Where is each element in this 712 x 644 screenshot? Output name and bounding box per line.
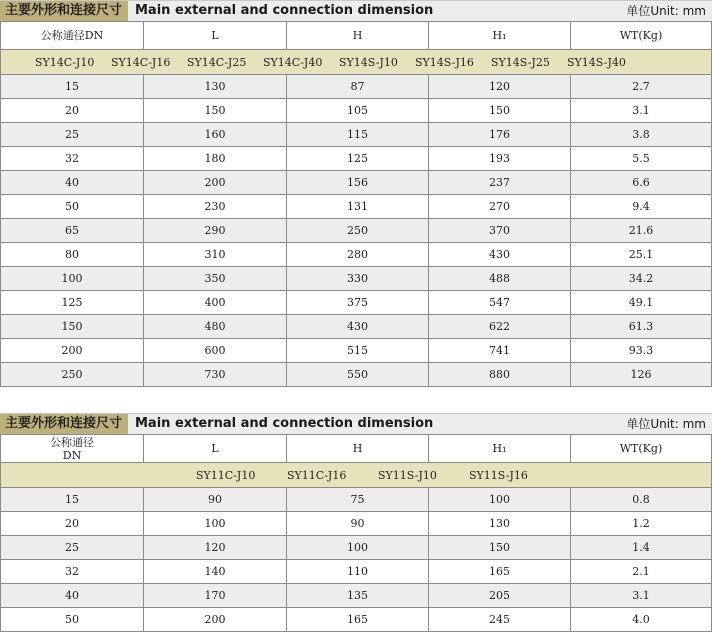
table-row: [1, 315, 712, 339]
column-header: WT(Kg): [571, 435, 712, 463]
table-cell: 880: [429, 363, 571, 387]
table-cell: 25.1: [571, 243, 712, 267]
table-cell: 730: [144, 363, 287, 387]
table-cell: 110: [287, 560, 429, 584]
model-code: SY11C-J16: [287, 468, 347, 482]
table2-title-en: Main external and connection dimension: [135, 416, 434, 431]
table-cell: 40: [1, 584, 144, 608]
table-cell: 480: [144, 315, 287, 339]
table-cell: 34.2: [571, 267, 712, 291]
table-cell: 15: [1, 488, 144, 512]
table-cell: 280: [287, 243, 429, 267]
table-cell: 170: [144, 584, 287, 608]
model-code: SY14S-J40: [567, 55, 626, 69]
table-cell: 5.5: [571, 147, 712, 171]
model-code: SY14C-J40: [263, 55, 323, 69]
table-cell: 4.0: [571, 608, 712, 632]
table-cell: 176: [429, 123, 571, 147]
table-cell: 90: [144, 488, 287, 512]
model-code: SY11S-J10: [378, 468, 437, 482]
table-cell: 115: [287, 123, 429, 147]
table-cell: 75: [287, 488, 429, 512]
table2-unit: 单位Unit: mm: [626, 417, 706, 431]
table-cell: 160: [144, 123, 287, 147]
column-header: 公称通径 DN: [1, 435, 144, 463]
table-cell: 165: [429, 560, 571, 584]
table-cell: 90: [287, 512, 429, 536]
table-cell: 350: [144, 267, 287, 291]
model-code: SY14S-J10: [339, 55, 398, 69]
table-cell: 20: [1, 512, 144, 536]
table-cell: 330: [287, 267, 429, 291]
table-cell: 135: [287, 584, 429, 608]
table-row: [1, 363, 712, 387]
table-row: [1, 219, 712, 243]
table-cell: 9.4: [571, 195, 712, 219]
table-cell: 126: [571, 363, 712, 387]
table-cell: 370: [429, 219, 571, 243]
table-cell: 488: [429, 267, 571, 291]
table-row: [1, 147, 712, 171]
table-cell: 100: [1, 267, 144, 291]
table-cell: 50: [1, 195, 144, 219]
table-cell: 156: [287, 171, 429, 195]
table-cell: 32: [1, 147, 144, 171]
column-header: 公称通径DN: [1, 22, 144, 50]
table-row: [1, 243, 712, 267]
table-cell: 100: [144, 512, 287, 536]
table-cell: 100: [287, 536, 429, 560]
table-cell: 50: [1, 608, 144, 632]
column-header: L: [144, 22, 287, 50]
table1-header-bar: [0, 0, 712, 21]
table-cell: 120: [144, 536, 287, 560]
table-cell: 200: [1, 339, 144, 363]
model-row: [1, 50, 712, 75]
table-cell: 310: [144, 243, 287, 267]
table-cell: 105: [287, 99, 429, 123]
table-cell: 400: [144, 291, 287, 315]
table-row: [1, 267, 712, 291]
table-cell: 130: [429, 512, 571, 536]
table-cell: 15: [1, 75, 144, 99]
model-code: SY14C-J10: [35, 55, 95, 69]
table-cell: 87: [287, 75, 429, 99]
table-row: [1, 99, 712, 123]
table-cell: 165: [287, 608, 429, 632]
table2-grid: [0, 434, 712, 632]
column-header: H₁: [429, 435, 571, 463]
table-cell: 80: [1, 243, 144, 267]
table-cell: 130: [144, 75, 287, 99]
table-cell: 1.4: [571, 536, 712, 560]
model-code: SY14C-J25: [187, 55, 247, 69]
table-cell: 622: [429, 315, 571, 339]
table-cell: 49.1: [571, 291, 712, 315]
table-cell: 200: [144, 608, 287, 632]
table-cell: 180: [144, 147, 287, 171]
table-cell: 150: [429, 536, 571, 560]
table-cell: 120: [429, 75, 571, 99]
table-cell: 375: [287, 291, 429, 315]
table-cell: 3.1: [571, 584, 712, 608]
table-cell: 150: [144, 99, 287, 123]
model-code: SY11C-J10: [196, 468, 256, 482]
model-list: [1, 463, 712, 488]
table1-title-cn: 主要外形和连接尺寸: [0, 1, 128, 21]
table-row: [1, 536, 712, 560]
table-cell: 430: [287, 315, 429, 339]
table-cell: 65: [1, 219, 144, 243]
table-cell: 547: [429, 291, 571, 315]
table-cell: 150: [429, 99, 571, 123]
table-cell: 550: [287, 363, 429, 387]
table2-title-cn: 主要外形和连接尺寸: [0, 414, 128, 434]
table-cell: 1.2: [571, 512, 712, 536]
table1-unit: 单位Unit: mm: [626, 4, 706, 18]
table-cell: 61.3: [571, 315, 712, 339]
table-cell: 6.6: [571, 171, 712, 195]
table-row: [1, 608, 712, 632]
table-row: [1, 75, 712, 99]
model-code: SY11S-J16: [469, 468, 528, 482]
table-cell: 20: [1, 99, 144, 123]
column-header: H: [287, 435, 429, 463]
table-cell: 270: [429, 195, 571, 219]
model-code: SY14S-J25: [491, 55, 550, 69]
column-header: H: [287, 22, 429, 50]
table-cell: 125: [287, 147, 429, 171]
table-row: [1, 560, 712, 584]
table-row: [1, 512, 712, 536]
table-cell: 150: [1, 315, 144, 339]
table-cell: 2.7: [571, 75, 712, 99]
table-row: [1, 195, 712, 219]
table-cell: 205: [429, 584, 571, 608]
table-cell: 193: [429, 147, 571, 171]
table-cell: 21.6: [571, 219, 712, 243]
table-row: [1, 171, 712, 195]
table-cell: 25: [1, 123, 144, 147]
table-cell: 250: [287, 219, 429, 243]
table-row: [1, 339, 712, 363]
table-cell: 245: [429, 608, 571, 632]
table2-header-bar: [0, 413, 712, 434]
model-code: SY14S-J16: [415, 55, 474, 69]
table-cell: 93.3: [571, 339, 712, 363]
table-cell: 32: [1, 560, 144, 584]
table1-title-en: Main external and connection dimension: [135, 3, 434, 18]
column-header-row: [1, 22, 712, 50]
column-header: L: [144, 435, 287, 463]
table-cell: 100: [429, 488, 571, 512]
table-cell: 2.1: [571, 560, 712, 584]
table-cell: 430: [429, 243, 571, 267]
model-row: [1, 463, 712, 488]
column-header: H₁: [429, 22, 571, 50]
table-cell: 131: [287, 195, 429, 219]
table-row: [1, 584, 712, 608]
table-cell: 741: [429, 339, 571, 363]
table-cell: 237: [429, 171, 571, 195]
table-cell: 250: [1, 363, 144, 387]
table-row: [1, 291, 712, 315]
table-cell: 3.1: [571, 99, 712, 123]
table-cell: 200: [144, 171, 287, 195]
table-cell: 290: [144, 219, 287, 243]
column-header-row: [1, 435, 712, 463]
column-header: WT(Kg): [571, 22, 712, 50]
table-cell: 40: [1, 171, 144, 195]
model-code: SY14C-J16: [111, 55, 171, 69]
table-cell: 140: [144, 560, 287, 584]
table1-grid: [0, 21, 712, 387]
table-cell: 3.8: [571, 123, 712, 147]
table-cell: 230: [144, 195, 287, 219]
table-cell: 25: [1, 536, 144, 560]
table2-section: [0, 413, 712, 632]
table-row: [1, 123, 712, 147]
table-cell: 125: [1, 291, 144, 315]
table-cell: 0.8: [571, 488, 712, 512]
table-cell: 600: [144, 339, 287, 363]
model-list: [1, 50, 712, 75]
table-cell: 515: [287, 339, 429, 363]
table-row: [1, 488, 712, 512]
